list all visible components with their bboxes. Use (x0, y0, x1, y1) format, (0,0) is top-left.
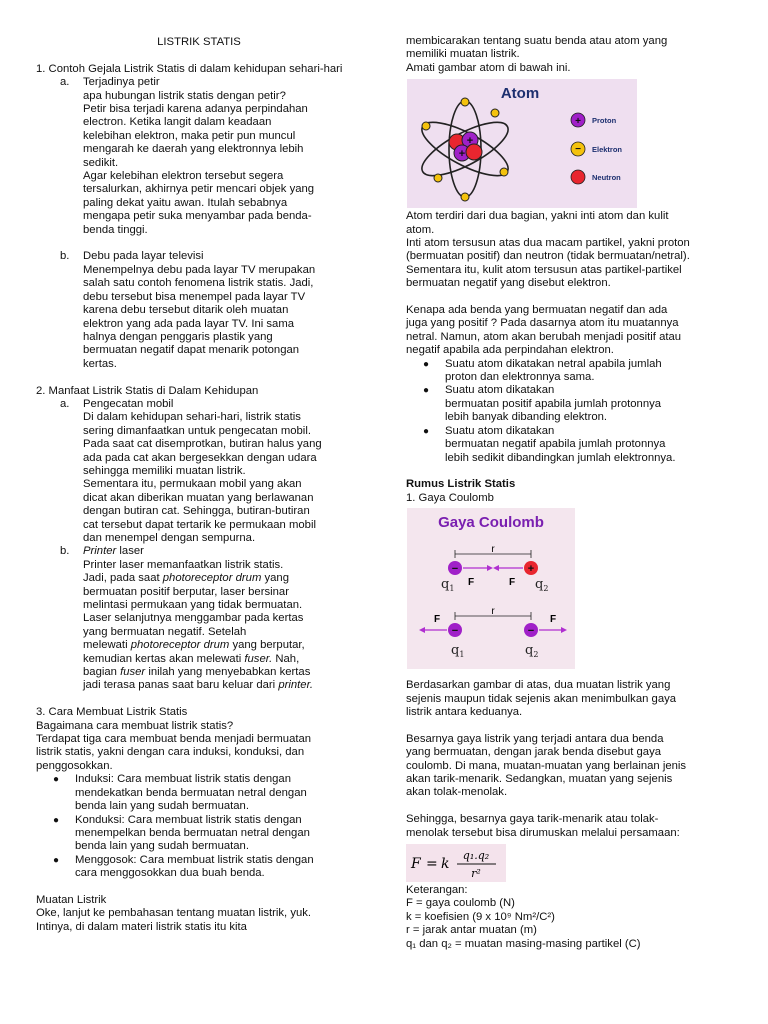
text-line: menempelkan benda bermuatan netral dengan (75, 826, 310, 839)
svg-text:+: + (575, 116, 581, 128)
text-line: sehingga memiliki muatan listrik. (83, 464, 246, 477)
text-line: Jadi, pada saat (83, 572, 163, 585)
bullet-icon: ● (423, 425, 430, 437)
list-item (53, 854, 366, 881)
text-line: printer. (278, 679, 314, 692)
text-line: jadi terasa panas saat baru keluar dari (83, 679, 279, 692)
text-line: b. (60, 545, 70, 558)
text-line: q₁.q₂ (462, 848, 490, 862)
text-line: dengan butiran cat. Sehingga, butiran-butiran (83, 505, 310, 518)
text-line: q (451, 643, 460, 659)
text-line: Suatu atom dikatakan (445, 384, 555, 397)
atom-illustration (407, 79, 637, 208)
text-line: Printer (83, 545, 117, 558)
text-line: photoreceptor drum (162, 572, 262, 585)
atom-title: Atom (500, 85, 540, 103)
text-line: Konduksi: Cara membuat listrik statis dengan (75, 813, 302, 826)
list-item (53, 773, 366, 813)
text-line: Bagaimana cara membuat listrik statis? (36, 719, 234, 732)
text-line: benda tinggi. (83, 223, 148, 236)
text-line: dicat akan diberikan muatan yang berlawanan (83, 491, 314, 504)
text-line: 1 (459, 650, 465, 660)
text-line: Terdapat tiga cara membuat benda menjadi bermuatan (36, 733, 312, 746)
text-line: menolak tersebut bisa dirumuskan melalui persamaan: (406, 826, 680, 839)
text-line: 1. Contoh Gejala Listrik Statis di dalam kehidupan (36, 62, 286, 75)
text-line: a. (60, 76, 70, 89)
list-item (423, 358, 746, 385)
text-line: Oke, lanjut ke pembahasan tentang muatan listrik, yuk. (36, 907, 312, 920)
text-line: Amati gambar atom di bawah ini. (406, 61, 571, 74)
bullet-icon: ● (53, 774, 60, 786)
text-line: a. (60, 397, 70, 410)
text-line: elektron yang ada pada layar TV. Ini sama (83, 317, 295, 330)
bullet-icon: ● (423, 358, 430, 370)
text-line: inilah yang menyebabkan kertas (145, 666, 311, 679)
text-line: penggosokkan. (36, 759, 113, 772)
text-line: Berdasarkan gambar di atas, dua muatan listrik yang (406, 679, 671, 692)
text-line: 2 (533, 650, 539, 660)
text-line: Besarnya gaya listrik yang terjadi antara dua benda (406, 732, 664, 745)
text-line: negatif apabila ada perpindahan elektron. (406, 344, 614, 357)
text-line: r² (471, 866, 481, 880)
text-line: mendekatkan benda bermuatan netral dengan (75, 786, 307, 799)
text-line: fuser. (244, 652, 273, 665)
text-line: bermuatan negatif yang disebut elektron. (406, 277, 611, 290)
svg-text:+: + (458, 148, 466, 161)
text-line: Nah, (272, 652, 300, 665)
left-column (36, 0, 366, 934)
text-line: laser (116, 545, 144, 558)
text-line: apa hubungan listrik statis dengan petir? (83, 89, 286, 102)
text-line: sejenis maupun tidak sejenis akan menimbulkan gaya (406, 692, 677, 705)
section-2-heading: 2. Manfaat Listrik Statis di Dalam Kehidupan (36, 384, 259, 397)
text-line: karena debu tersebut ditarik oleh muatan (83, 304, 289, 317)
text-line: fuser (120, 666, 146, 679)
text-line: F (411, 855, 421, 872)
coulomb-illustration (407, 508, 575, 669)
section-1 (36, 63, 366, 371)
text-line: Intinya, di dalam materi listrik statis itu kita (36, 920, 247, 933)
text-line: sehari-hari (285, 62, 343, 75)
text-line: F (467, 577, 475, 589)
document-title: LISTRIK STATIS (157, 36, 241, 48)
list-item (60, 76, 366, 237)
text-line: juga yang positif ? Pada dasarnya atom itu muatannya (406, 317, 679, 330)
text-line: debu tersebut bisa menempel pada layar TV (83, 290, 306, 303)
text-line: bermuatan negatif dapat menarik potongan (83, 344, 300, 357)
text-line: Menempelnya debu pada layar TV merupakan (83, 263, 316, 276)
text-line: mengarah ke daerah yang elektronnya lebih (83, 143, 304, 156)
svg-text:−: − (575, 144, 581, 156)
section-2 (36, 385, 366, 693)
text-line: Sehingga, besarnya gaya tarik-menarik atau tolak- (406, 813, 659, 826)
section-3-heading: 3. Cara Membuat Listrik Statis (36, 706, 188, 719)
text-line: q (441, 577, 450, 593)
text-line: Gaya Coulomb (438, 514, 544, 532)
atom-legend (571, 113, 622, 184)
svg-text:+: + (466, 135, 474, 148)
text-line: coulomb. Di mana, muatan-muatan yang berlainan jenis (406, 759, 687, 772)
text-line: benda lain yang sudah bermuatan. (75, 800, 249, 813)
text-line: b. (60, 250, 70, 263)
text-line: k = koefisien (9 x 10⁹ Nm²/C²) (406, 910, 555, 923)
text-line: Petir bisa terjadi karena adanya perpindahan (83, 103, 308, 116)
text-line: Neutron (592, 173, 621, 183)
bullet-icon: ● (423, 385, 430, 397)
text-line: Printer laser memanfaatkan listrik statis. (83, 558, 284, 571)
text-line: Inti atom tersusun atas dua macam partikel, yakni proton (406, 237, 690, 250)
text-line: benda lain yang sudah bermuatan. (75, 840, 249, 853)
text-line: Induksi: Cara membuat listrik statis dengan (75, 773, 291, 786)
text-line: bagian (83, 666, 121, 679)
coulomb-formula (406, 844, 506, 882)
text-line: yang bermuatan, dengan jarak benda disebut gaya (406, 746, 661, 759)
text-line: Terjadinya petir (83, 76, 160, 89)
text-line: r (491, 544, 495, 556)
coulomb-diagram (407, 508, 575, 669)
right-column (406, 35, 746, 951)
text-line: melewati (83, 639, 131, 652)
text-line: paling dekat yaitu awan. Itulah sebabnya (83, 196, 288, 209)
text-line: k (441, 855, 450, 872)
text-line: Menggosok: Cara membuat listrik statis dengan (75, 853, 314, 866)
svg-text:−: − (451, 625, 459, 638)
list-item (423, 384, 746, 424)
text-line: 2 (543, 584, 549, 594)
list-item (60, 250, 366, 371)
text-line: salah satu contoh fenomena listrik statis. Jadi, (83, 277, 314, 290)
text-line: halnya dengan penggaris plastik yang (83, 330, 273, 343)
list-item (423, 425, 746, 465)
text-line: q (525, 643, 534, 659)
svg-text:−: − (527, 625, 535, 638)
text-line: Keterangan: (406, 883, 468, 896)
text-line: Suatu atom dikatakan netral apabila jumlah (445, 357, 662, 370)
text-line: yang berputar, (229, 639, 305, 652)
text-line: bermuatan positif apabila jumlah protonnya (445, 397, 662, 410)
text-line: q₁ dan q₂ = muatan masing-masing partikel (C) (406, 937, 641, 950)
text-line: Di dalam kehidupan sehari-hari, listrik statis (83, 411, 301, 424)
text-line: proton dan elektronnya sama. (445, 371, 595, 384)
text-line: yang (261, 572, 289, 585)
text-line: bermuatan positif berputar, laser bersinar (83, 585, 289, 598)
text-line: F (508, 577, 516, 589)
text-line: membicarakan tentang suatu benda atau atom yang (406, 35, 668, 47)
text-line: sedikit. (83, 156, 119, 169)
section-4-heading: Muatan Listrik (36, 893, 107, 906)
text-line: r (491, 606, 495, 618)
text-line: listrik statis, yakni dengan cara induksi, konduksi, dan (36, 746, 305, 759)
svg-text:+: + (527, 563, 535, 576)
text-line: Laser selanjutnya menggambar pada kertas (83, 612, 304, 625)
text-line: F = gaya coulomb (N) (406, 897, 515, 910)
text-line: photoreceptor drum (130, 639, 230, 652)
text-line: cara menggosokkan dua buah benda. (75, 867, 265, 880)
rumus-heading: Rumus Listrik Statis (406, 478, 516, 491)
list-item (60, 545, 366, 692)
text-line: bermuatan negatif apabila jumlah protonnya (445, 438, 666, 451)
text-line: Suatu atom dikatakan (445, 424, 555, 437)
text-line: atom. (406, 223, 435, 236)
text-line: lebih sedikit dibandingkan jumlah elektronnya. (445, 451, 676, 464)
list-item (53, 814, 366, 854)
text-line: F (549, 614, 557, 626)
svg-text:−: − (451, 563, 459, 576)
text-line: Pada saat cat disemprotkan, butiran halus yang (83, 438, 322, 451)
list-item (60, 398, 366, 545)
text-line: Kenapa ada benda yang bermuatan negatif dan ada (406, 304, 668, 317)
text-line: Proton (592, 116, 617, 126)
rumus-subheading: 1. Gaya Coulomb (406, 491, 494, 504)
bullet-icon: ● (53, 854, 60, 866)
text-line: Sementara itu, kulit atom tersusun atas partikel-partikel (406, 263, 682, 276)
text-line: Pengecatan mobil (83, 397, 174, 410)
text-line: dan menempel dengan sempurna. (83, 531, 256, 544)
section-1-heading (36, 63, 366, 76)
text-line: r = jarak antar muatan (m) (406, 924, 537, 937)
text-line: kelebihan elektron, maka petir pun muncul (83, 129, 296, 142)
atom-diagram (407, 79, 637, 208)
text-line: q (535, 577, 544, 593)
text-line: = (426, 855, 438, 872)
text-line: ada pada cat akan bergesekkan dengan udara (83, 451, 317, 464)
text-line: akan tolak-menolak. (406, 786, 508, 799)
text-line: lebih banyak dibanding elektron. (445, 411, 608, 424)
text-line: netral. Namun, atom akan berubah menjadi positif atau (406, 330, 682, 343)
bullet-icon: ● (53, 814, 60, 826)
text-line: Debu pada layar televisi (83, 250, 204, 263)
text-line: sering dimanfaatkan untuk pengecatan mobil. (83, 424, 311, 437)
text-line: kertas. (83, 357, 117, 370)
text-line: akan tarik-menarik. Sedangkan, muatan yang sejenis (406, 772, 673, 785)
text-line: yang bermuatan negatif. Setelah (83, 625, 247, 638)
text-line: mengapa petir suka menyambar pada benda- (83, 210, 312, 223)
text-line: cat tersebut dapat tertarik ke permukaan mobil (83, 518, 316, 531)
text-line: kemudian kertas akan melewati (83, 652, 245, 665)
text-line: tersalurkan, akhirnya petir mencari objek yang (83, 183, 315, 196)
neutron-icon (571, 170, 585, 184)
text-line: electron. Ketika langit dalam keadaan (83, 116, 272, 129)
section-3 (36, 706, 366, 880)
text-line: listrik antara keduanya. (406, 705, 523, 718)
text-line: memiliki muatan listrik. (406, 48, 520, 61)
text-line: Atom terdiri dari dua bagian, yakni inti atom dan kulit (406, 210, 669, 223)
text-line: Agar kelebihan elektron tersebut segera (83, 170, 284, 183)
section-4 (36, 894, 366, 934)
text-line: Sementara itu, permukaan mobil yang akan (83, 478, 302, 491)
text-line: F (433, 614, 441, 626)
text-line: (bermuatan positif) dan neutron (tidak bermuatan/netral). (406, 250, 690, 263)
text-line: melintasi permukaan yang tidak bermuatan. (83, 599, 303, 612)
text-line: 1 (449, 584, 455, 594)
text-line: Elektron (592, 145, 623, 155)
